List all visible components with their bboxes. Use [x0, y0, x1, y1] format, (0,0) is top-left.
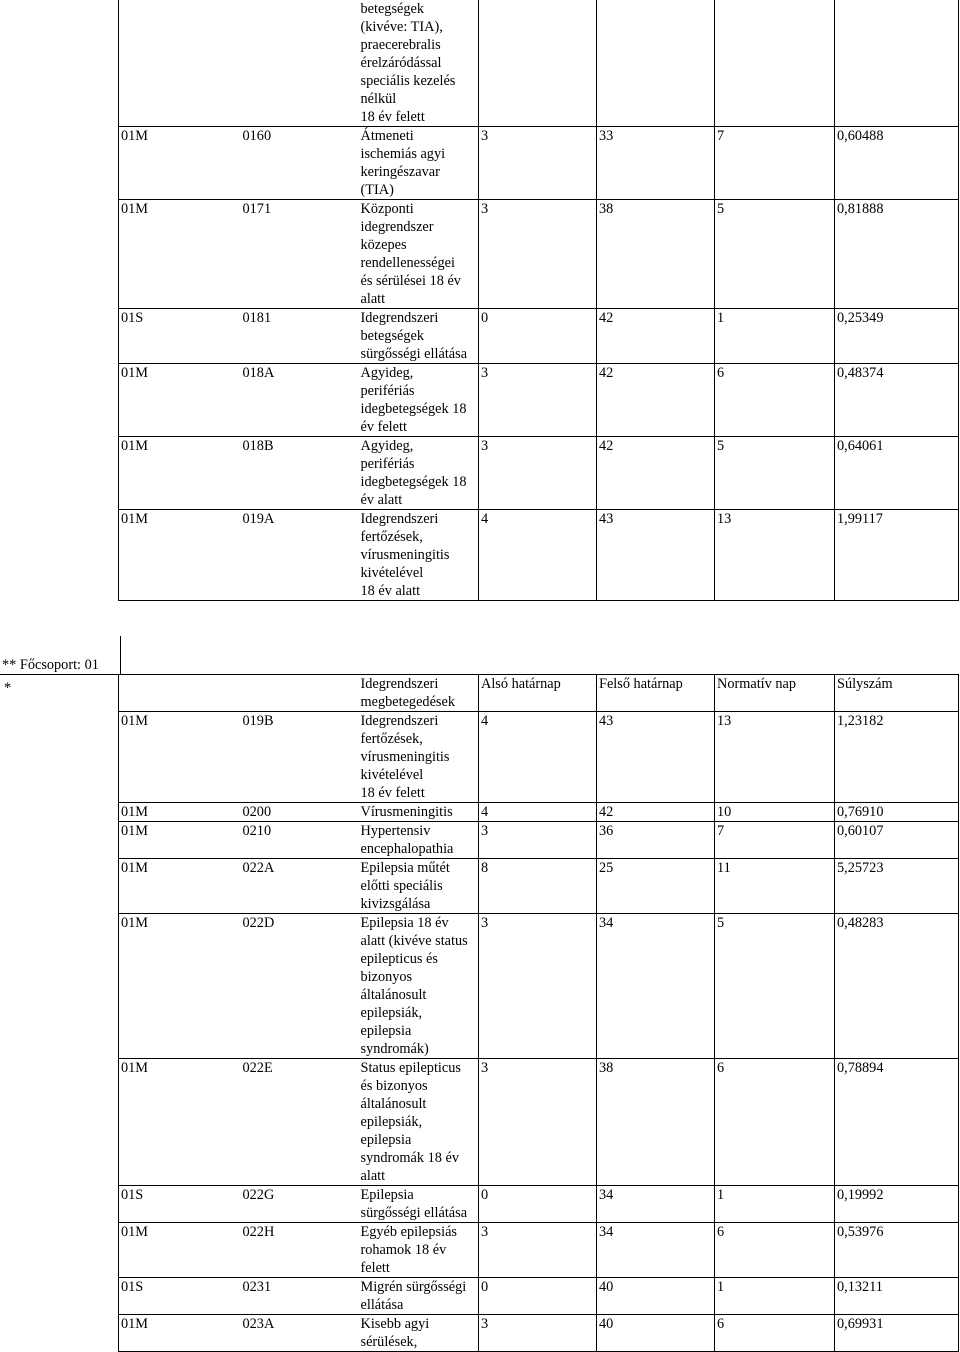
row-description-line: Agyideg, — [360, 365, 414, 381]
table-row — [119, 510, 959, 601]
row-description-line: nélkül — [360, 91, 397, 107]
row-description-line: rendellenességei — [360, 255, 455, 271]
row-description-line: 18 év felett — [360, 109, 425, 125]
row-code: 01M — [119, 712, 241, 803]
row-description-line: kivizsgálása — [360, 896, 431, 912]
row-normativ-nap: 6 — [715, 1059, 835, 1186]
row-normativ-nap: 6 — [715, 364, 835, 437]
row-description-line: sürgősségi ellátása — [360, 1205, 468, 1221]
row-description — [359, 822, 479, 859]
row-description-line: általánosult — [360, 987, 427, 1003]
row-number: 018B — [241, 437, 359, 510]
row-description-line: 18 év alatt — [360, 583, 421, 599]
row-number: 018A — [241, 364, 359, 437]
table-row — [119, 437, 959, 510]
header-sulyszam: Súlyszám — [835, 675, 959, 712]
row-code: 01M — [119, 1059, 241, 1186]
header-num — [241, 675, 359, 712]
row-also-hatarnap: 3 — [479, 1223, 597, 1278]
section-heading: ** Főcsoport: 01 — [2, 657, 99, 673]
row-felso-hatarnap: 36 — [597, 822, 715, 859]
header-code — [119, 675, 241, 712]
row-description-line: perifériás — [360, 383, 415, 399]
row-also-hatarnap: 4 — [479, 510, 597, 601]
row-felso-hatarnap: 33 — [597, 127, 715, 200]
row-code: 01M — [119, 200, 241, 309]
row-description — [359, 859, 479, 914]
row-description-line: encephalopathia — [360, 841, 454, 857]
row-description-line: vírusmeningitis — [360, 749, 450, 765]
row-felso-hatarnap: 42 — [597, 437, 715, 510]
row-sulyszam: 1,99117 — [835, 510, 959, 601]
row-description-line: Status epilepticus — [360, 1060, 461, 1076]
row-number: 0200 — [241, 803, 359, 822]
row-sulyszam: 0,48283 — [835, 914, 959, 1059]
row-also-hatarnap: 0 — [479, 309, 597, 364]
row-description-line: Epilepsia — [360, 1187, 414, 1203]
table-row — [119, 127, 959, 200]
row-felso-hatarnap: 34 — [597, 1223, 715, 1278]
row-description-line: alatt — [360, 1168, 386, 1184]
row-sulyszam: 5,25723 — [835, 859, 959, 914]
drg-table-body — [119, 712, 959, 1352]
row-number: 022A — [241, 859, 359, 914]
row-description-line: Hypertensiv — [360, 823, 431, 839]
row-sulyszam: 0,64061 — [835, 437, 959, 510]
row-sulyszam: 0,81888 — [835, 200, 959, 309]
row-normativ-nap — [715, 0, 835, 127]
row-sulyszam: 0,48374 — [835, 364, 959, 437]
row-description-line: felett — [360, 1260, 390, 1276]
row-felso-hatarnap — [597, 0, 715, 127]
row-description-line: érelzáródással — [360, 55, 442, 71]
row-sulyszam — [835, 0, 959, 127]
row-description-line: vírusmeningitis — [360, 547, 450, 563]
header-desc-line: megbetegedések — [360, 694, 455, 710]
row-description-line: bizonyos — [360, 969, 413, 985]
row-description-line: (kivéve: TIA), — [360, 19, 443, 35]
row-description-line: idegbetegségek 18 — [360, 474, 467, 490]
row-description-line: Epilepsia műtét — [360, 860, 450, 876]
row-description — [359, 309, 479, 364]
row-also-hatarnap: 0 — [479, 1186, 597, 1223]
row-description-line: epilepticus és — [360, 951, 438, 967]
row-description-line: alatt — [360, 291, 386, 307]
row-code — [119, 0, 241, 127]
row-felso-hatarnap: 42 — [597, 309, 715, 364]
row-code: 01M — [119, 364, 241, 437]
row-normativ-nap: 7 — [715, 822, 835, 859]
row-number: 0231 — [241, 1278, 359, 1315]
row-description-line: Kisebb agyi — [360, 1316, 430, 1332]
table-row — [119, 0, 959, 127]
row-felso-hatarnap: 34 — [597, 914, 715, 1059]
row-number: 0171 — [241, 200, 359, 309]
row-description-line: syndromák) — [360, 1041, 429, 1057]
row-felso-hatarnap: 38 — [597, 1059, 715, 1186]
header-also-hatarnap: Alsó határnap — [479, 675, 597, 712]
row-also-hatarnap: 3 — [479, 127, 597, 200]
table-row — [119, 200, 959, 309]
row-normativ-nap: 10 — [715, 803, 835, 822]
row-description — [359, 803, 479, 822]
row-description-line: sürgősségi ellátása — [360, 346, 468, 362]
row-felso-hatarnap: 34 — [597, 1186, 715, 1223]
drg-table-continued-body — [119, 0, 959, 601]
table-row — [119, 364, 959, 437]
row-felso-hatarnap: 40 — [597, 1278, 715, 1315]
row-code: 01M — [119, 1223, 241, 1278]
row-code: 01M — [119, 510, 241, 601]
row-also-hatarnap: 4 — [479, 712, 597, 803]
row-code: 01S — [119, 1278, 241, 1315]
row-description-line: perifériás — [360, 456, 415, 472]
row-normativ-nap: 1 — [715, 1278, 835, 1315]
row-description — [359, 364, 479, 437]
row-number: 023A — [241, 1315, 359, 1352]
row-code: 01M — [119, 859, 241, 914]
row-code: 01M — [119, 914, 241, 1059]
row-code: 01M — [119, 803, 241, 822]
row-code: 01M — [119, 1315, 241, 1352]
row-also-hatarnap: 3 — [479, 200, 597, 309]
row-description-line: ellátása — [360, 1297, 404, 1313]
row-sulyszam: 0,60107 — [835, 822, 959, 859]
heading-separator — [120, 636, 121, 674]
row-normativ-nap: 5 — [715, 200, 835, 309]
row-description — [359, 200, 479, 309]
table-row — [119, 1315, 959, 1352]
row-description — [359, 1223, 479, 1278]
row-number: 022G — [241, 1186, 359, 1223]
row-also-hatarnap: 3 — [479, 364, 597, 437]
header-desc — [359, 675, 479, 712]
row-also-hatarnap: 3 — [479, 1059, 597, 1186]
row-sulyszam: 0,53976 — [835, 1223, 959, 1278]
row-description-line: keringészavar — [360, 164, 440, 180]
row-normativ-nap: 6 — [715, 1315, 835, 1352]
row-normativ-nap: 13 — [715, 712, 835, 803]
row-description-line: Központi — [360, 201, 414, 217]
row-normativ-nap: 5 — [715, 437, 835, 510]
table-row — [119, 914, 959, 1059]
row-sulyszam: 0,13211 — [835, 1278, 959, 1315]
row-description-line: idegbetegségek 18 — [360, 401, 467, 417]
row-description-line: fertőzések, — [360, 731, 423, 747]
header-normativ-nap: Normatív nap — [715, 675, 835, 712]
row-description-line: Epilepsia 18 év — [360, 915, 449, 931]
row-description-line: alatt (kivéve status — [360, 933, 468, 949]
row-code: 01S — [119, 309, 241, 364]
row-description-line: (TIA) — [360, 182, 394, 198]
row-sulyszam: 0,60488 — [835, 127, 959, 200]
row-number: 022E — [241, 1059, 359, 1186]
row-description-line: közepes — [360, 237, 407, 253]
row-description-line: epilepsia — [360, 1132, 412, 1148]
row-also-hatarnap: 3 — [479, 1315, 597, 1352]
row-sulyszam: 0,25349 — [835, 309, 959, 364]
row-number: 0210 — [241, 822, 359, 859]
row-felso-hatarnap: 42 — [597, 803, 715, 822]
row-normativ-nap: 11 — [715, 859, 835, 914]
row-description — [359, 1186, 479, 1223]
row-description-line: 18 év felett — [360, 785, 425, 801]
row-description-line: betegségek — [360, 328, 425, 344]
drg-table — [118, 674, 959, 1352]
row-description-line: praecerebralis — [360, 37, 441, 53]
row-description-line: év felett — [360, 419, 407, 435]
row-also-hatarnap: 3 — [479, 914, 597, 1059]
row-felso-hatarnap: 40 — [597, 1315, 715, 1352]
table-header-row — [119, 675, 959, 712]
row-description-line: kivételével — [360, 565, 424, 581]
row-description-line: Vírusmeningitis — [360, 804, 453, 820]
row-description-line: epilepsiák, — [360, 1114, 423, 1130]
row-description — [359, 914, 479, 1059]
row-number: 0181 — [241, 309, 359, 364]
row-description-line: speciális kezelés — [360, 73, 456, 89]
row-description-line: Átmeneti — [360, 128, 414, 144]
row-code: 01S — [119, 1186, 241, 1223]
heading-underline — [0, 674, 120, 675]
row-code: 01M — [119, 822, 241, 859]
row-description-line: Migrén sürgősségi — [360, 1279, 467, 1295]
table-row — [119, 822, 959, 859]
row-description-line: fertőzések, — [360, 529, 423, 545]
drg-table-continued — [118, 0, 959, 601]
row-description-line: kivételével — [360, 767, 424, 783]
row-code: 01M — [119, 437, 241, 510]
row-normativ-nap: 13 — [715, 510, 835, 601]
row-description-line: és bizonyos — [360, 1078, 428, 1094]
row-description — [359, 437, 479, 510]
row-felso-hatarnap: 43 — [597, 712, 715, 803]
row-description-line: Agyideg, — [360, 438, 414, 454]
row-normativ-nap: 6 — [715, 1223, 835, 1278]
row-felso-hatarnap: 42 — [597, 364, 715, 437]
row-description — [359, 1315, 479, 1352]
row-code: 01M — [119, 127, 241, 200]
row-number: 022H — [241, 1223, 359, 1278]
row-felso-hatarnap: 38 — [597, 200, 715, 309]
row-description — [359, 0, 479, 127]
table-row — [119, 1278, 959, 1315]
row-description-line: Egyéb epilepsiás — [360, 1224, 457, 1240]
row-description-line: és sérülései 18 év — [360, 273, 461, 289]
table-row — [119, 712, 959, 803]
row-normativ-nap: 1 — [715, 1186, 835, 1223]
table-row — [119, 859, 959, 914]
row-description-line: év alatt — [360, 492, 403, 508]
row-normativ-nap: 7 — [715, 127, 835, 200]
row-felso-hatarnap: 25 — [597, 859, 715, 914]
row-also-hatarnap: 0 — [479, 1278, 597, 1315]
row-also-hatarnap: 4 — [479, 803, 597, 822]
row-number: 022D — [241, 914, 359, 1059]
row-marker-star: * — [4, 679, 12, 696]
row-number: 0160 — [241, 127, 359, 200]
row-description-line: idegrendszer — [360, 219, 434, 235]
table-row — [119, 1186, 959, 1223]
row-description-line: epilepsiák, — [360, 1005, 423, 1021]
row-normativ-nap: 5 — [715, 914, 835, 1059]
row-description-line: előtti speciális — [360, 878, 443, 894]
row-sulyszam: 1,23182 — [835, 712, 959, 803]
table-row — [119, 803, 959, 822]
row-description — [359, 1059, 479, 1186]
row-description-line: ischemiás agyi — [360, 146, 446, 162]
header-desc-line: Idegrendszeri — [360, 676, 439, 692]
row-also-hatarnap: 3 — [479, 822, 597, 859]
header-felso-hatarnap: Felső határnap — [597, 675, 715, 712]
row-also-hatarnap: 8 — [479, 859, 597, 914]
row-sulyszam: 0,19992 — [835, 1186, 959, 1223]
row-description-line: betegségek — [360, 1, 425, 17]
row-also-hatarnap — [479, 0, 597, 127]
row-description-line: Idegrendszeri — [360, 511, 439, 527]
row-felso-hatarnap: 43 — [597, 510, 715, 601]
row-description — [359, 510, 479, 601]
row-description-line: syndromák 18 év — [360, 1150, 459, 1166]
row-sulyszam: 0,78894 — [835, 1059, 959, 1186]
table-row — [119, 1223, 959, 1278]
row-number — [241, 0, 359, 127]
row-description-line: rohamok 18 év — [360, 1242, 447, 1258]
row-description — [359, 1278, 479, 1315]
row-description-line: epilepsia — [360, 1023, 412, 1039]
row-description-line: Idegrendszeri — [360, 713, 439, 729]
row-number: 019B — [241, 712, 359, 803]
row-number: 019A — [241, 510, 359, 601]
row-sulyszam: 0,76910 — [835, 803, 959, 822]
row-description-line: általánosult — [360, 1096, 427, 1112]
table-row — [119, 309, 959, 364]
row-normativ-nap: 1 — [715, 309, 835, 364]
row-description-line: Idegrendszeri — [360, 310, 439, 326]
table-row — [119, 1059, 959, 1186]
row-sulyszam: 0,69931 — [835, 1315, 959, 1352]
row-description-line: sérülések, — [360, 1334, 418, 1350]
row-also-hatarnap: 3 — [479, 437, 597, 510]
row-description — [359, 127, 479, 200]
row-description — [359, 712, 479, 803]
